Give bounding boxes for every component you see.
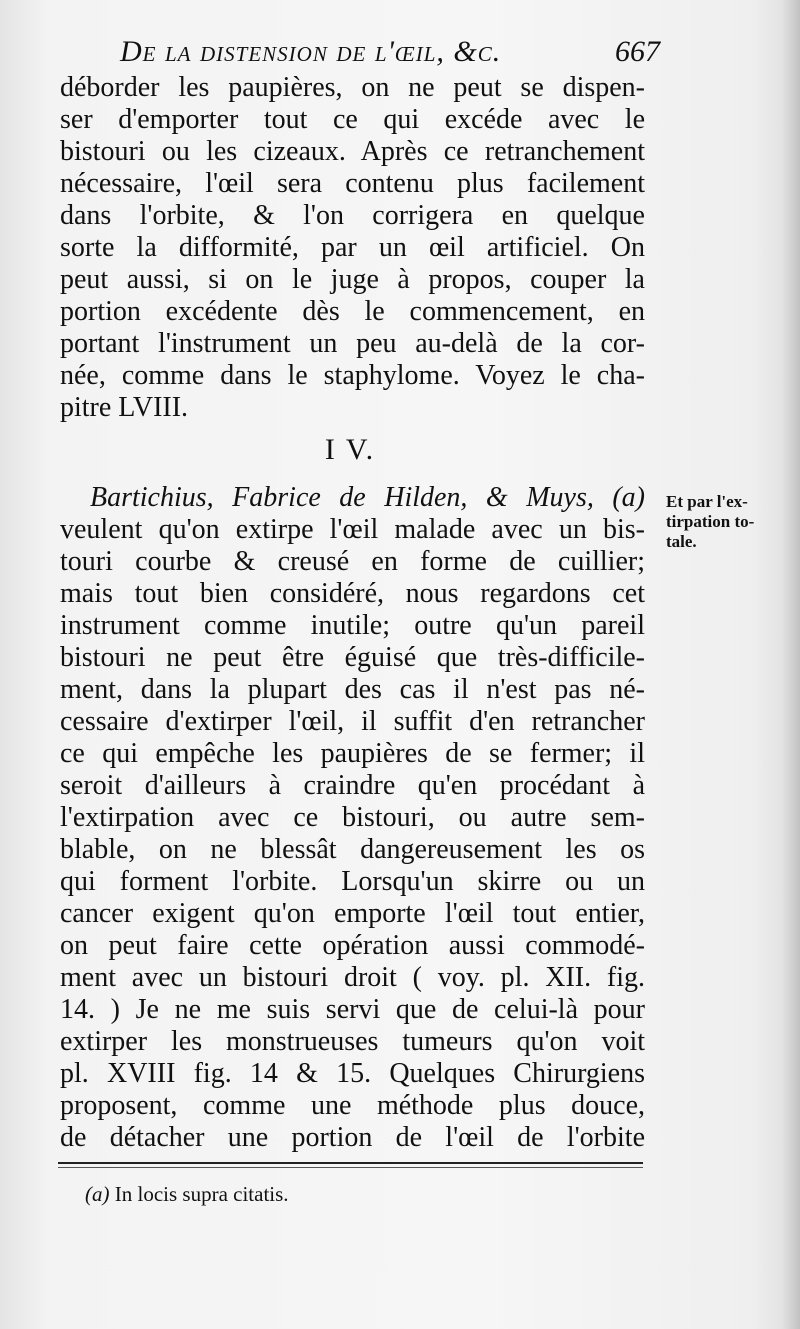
text-line: Bartichius, Fabrice de Hilden, & Muys, (a) bbox=[90, 482, 645, 513]
text-line: ment, dans la plupart des cas il n'est pas né- bbox=[60, 674, 645, 705]
text-line: cessaire d'extirper l'œil, il suffit d'en retrancher bbox=[60, 706, 645, 737]
text-line: instrument comme inutile; outre qu'un pareil bbox=[60, 610, 645, 641]
text-line: cancer exigent qu'on emporte l'œil tout entier, bbox=[60, 898, 645, 929]
text-line: dans l'orbite, & l'on corrigera en quelque bbox=[60, 200, 645, 231]
text-line: ment avec un bistouri droit ( voy. pl. XII. fig. bbox=[60, 962, 645, 993]
text-line: veulent qu'on extirpe l'œil malade avec un bis- bbox=[60, 514, 645, 545]
footnote-divider-thin bbox=[58, 1167, 643, 1168]
text-line: bistouri ou les cizeaux. Après ce retranchement bbox=[60, 136, 645, 167]
text-line: peut aussi, si on le juge à propos, couper la bbox=[60, 264, 645, 295]
footnote-text: In locis supra citatis. bbox=[114, 1182, 289, 1206]
margin-note-line: tirpation to- bbox=[666, 512, 755, 531]
footnote-mark: (a) bbox=[85, 1182, 110, 1206]
text-line: bistouri ne peut être éguisé que très-difficile- bbox=[60, 642, 645, 673]
text-line: de détacher une portion de l'œil de l'orbite bbox=[60, 1122, 645, 1153]
text-line: extirper les monstrueuses tumeurs qu'on voit bbox=[60, 1026, 645, 1057]
text-line: nécessaire, l'œil sera contenu plus facilement bbox=[60, 168, 645, 199]
margin-note-line: Et par l'ex- bbox=[666, 492, 748, 511]
text-line: on peut faire cette opération aussi commodé- bbox=[60, 930, 645, 961]
text-line: ser d'emporter tout ce qui excéde avec le bbox=[60, 104, 645, 135]
text-line: portion excédente dès le commencement, en bbox=[60, 296, 645, 327]
text-line: blable, on ne blessât dangereusement les os bbox=[60, 834, 645, 865]
text-line: l'extirpation avec ce bistouri, ou autre sem- bbox=[60, 802, 645, 833]
text-line: touri courbe & creusé en forme de cuillier; bbox=[60, 546, 645, 577]
text-line: sorte la difformité, par un œil artificiel. On bbox=[60, 232, 645, 263]
text-line: proposent, comme une méthode plus douce, bbox=[60, 1090, 645, 1121]
text-line: pl. XVIII fig. 14 & 15. Quelques Chirurgiens bbox=[60, 1058, 645, 1089]
text-line: seroit d'ailleurs à craindre qu'en procédant à bbox=[60, 770, 645, 801]
page-number: 667 bbox=[615, 35, 660, 68]
page-edge-shadow bbox=[782, 0, 800, 1329]
running-title: De la distension de l'œil, &c. bbox=[120, 35, 502, 68]
text-line: qui forment l'orbite. Lorsqu'un skirre ou un bbox=[60, 866, 645, 897]
running-header bbox=[120, 32, 660, 72]
footnote-divider bbox=[58, 1162, 643, 1164]
text-line: pitre LVIII. bbox=[60, 392, 189, 423]
text-line: ce qui empêche les paupières de se fermer; il bbox=[60, 738, 645, 769]
footnote bbox=[85, 1180, 289, 1208]
section-heading: I V. bbox=[324, 433, 376, 466]
text-line: née, comme dans le staphylome. Voyez le cha- bbox=[60, 360, 645, 391]
text-line: mais tout bien considéré, nous regardons cet bbox=[60, 578, 645, 609]
margin-note-line: tale. bbox=[666, 532, 697, 551]
text-line: portant l'instrument un peu au-delà de la cor- bbox=[60, 328, 645, 359]
text-line: déborder les paupières, on ne peut se dispen- bbox=[60, 72, 645, 103]
text-line: 14. ) Je ne me suis servi que de celui-là pour bbox=[60, 994, 645, 1025]
